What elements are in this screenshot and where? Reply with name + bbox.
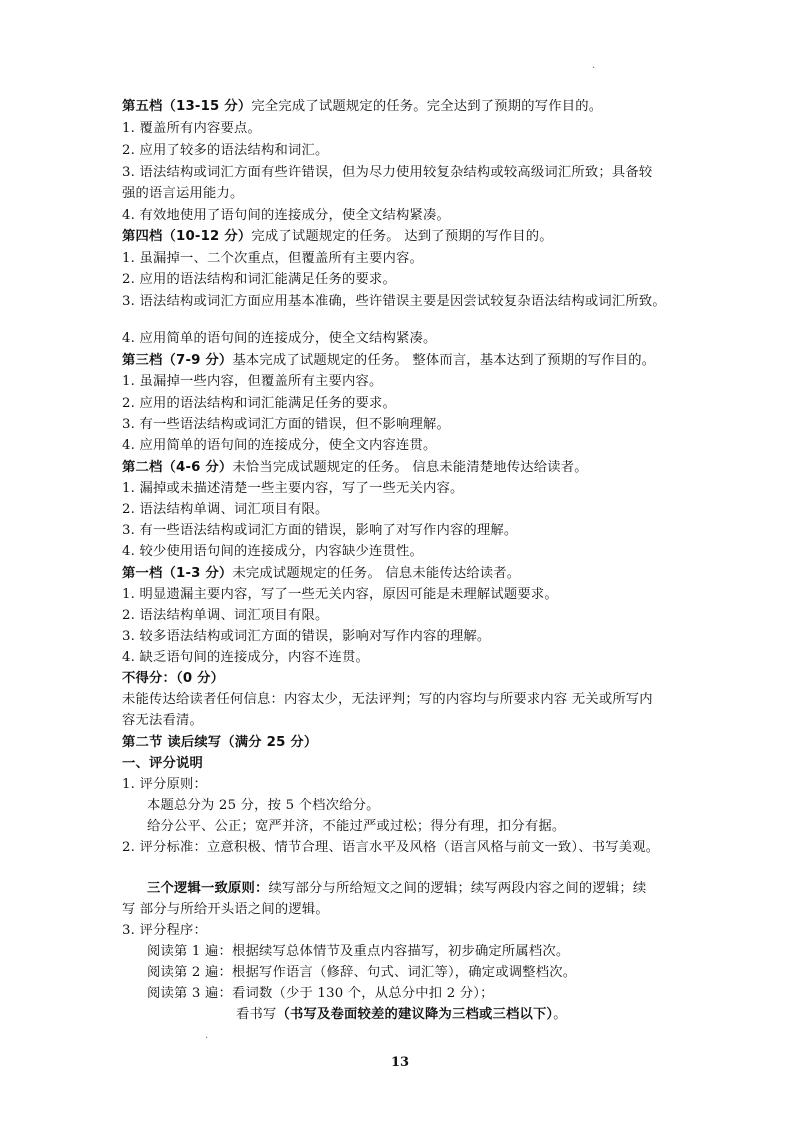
principle-total-score: 本题总分为 25 分，按 5 个档次给分。: [147, 798, 380, 813]
zero-score-text: 未能传达给读者任何信息：内容太少，无法评判；写的内容均与所要求内容 无关或所写内: [122, 692, 653, 707]
grade-4-item-1: 1. 虽漏掉一、二个次重点，但覆盖所有主要内容。: [122, 251, 423, 266]
grade-4-item-4: 4. 应用简单的语句间的连接成分，使全文结构紧凑。: [122, 331, 437, 346]
grade-2-item-3: 3. 有一些语法结构或词汇方面的错误，影响了对写作内容的理解。: [122, 523, 518, 538]
three-logic-principle-cont: 写 部分与所给开头语之间的逻辑。: [122, 902, 329, 917]
grade-2-item-2: 2. 语法结构单调、词汇项目有限。: [122, 502, 329, 517]
grade-4-item-2: 2. 应用的语法结构和词汇能满足任务的要求。: [122, 272, 396, 287]
grade-1-item-1: 1. 明显遗漏主要内容，写了一些无关内容，原因可能是未理解试题要求。: [122, 587, 558, 602]
grade-5-heading: 第五档（13-15 分）完全完成了试题规定的任务。完全达到了预期的写作目的。: [122, 99, 603, 114]
grade-1-heading: 第一档（1-3 分）未完成试题规定的任务。 信息未能传达给读者。: [122, 566, 521, 581]
grade-4-item-3: 3. 语法结构或词汇方面应用基本准确，些许错误主要是因尝试较复杂语法结构或词汇所致。: [122, 294, 666, 309]
grade-5-item-4: 4. 有效地使用了语句间的连接成分，使全文结构紧凑。: [122, 208, 450, 223]
principle-fairness: 给分公平、公正；宽严并济，不能过严或过松；得分有理，扣分有据。: [147, 819, 566, 834]
reading-pass-3: 阅读第 3 遍：看词数（少于 130 个，从总分中扣 2 分）；: [147, 986, 494, 1001]
grade-4-heading: 第四档（10-12 分）完成了试题规定的任务。 达到了预期的写作目的。: [122, 229, 553, 244]
grade-5-item-3-cont: 强的语言运用能力。: [122, 186, 244, 201]
zero-score-heading: 不得分：（0 分）: [122, 671, 225, 686]
page-number: 13: [390, 1055, 410, 1070]
grade-1-item-2: 2. 语法结构单调、词汇项目有限。: [122, 608, 329, 623]
grade-3-item-4: 4. 应用简单的语句间的连接成分，使全文内容连贯。: [122, 438, 437, 453]
reading-pass-1: 阅读第 1 遍：根据续写总体情节及重点内容描写，初步确定所属档次。: [147, 944, 570, 959]
section-2-title: 第二节 读后续写（满分 25 分）: [122, 735, 318, 750]
grade-3-heading: 第三档（7-9 分）基本完成了试题规定的任务。 整体而言，基本达到了预期的写作目的。: [122, 353, 656, 368]
scoring-criteria: 2. 评分标准：立意积极、情节合理、语言水平及风格（语言风格与前文一致）、书写美观。: [122, 840, 660, 855]
scoring-procedure: 3. 评分程序：: [122, 923, 207, 938]
bottom-mark: .: [205, 1030, 209, 1041]
grade-2-item-1: 1. 漏掉或未描述清楚一些主要内容，写了一些无关内容。: [122, 481, 464, 496]
grade-2-heading: 第二档（4-6 分）未恰当完成试题规定的任务。 信息未能清楚地传达给读者。: [122, 460, 588, 475]
grade-1-item-4: 4. 缺乏语句间的连接成分，内容不连贯。: [122, 650, 369, 665]
handwriting-check: 看书写（书写及卷面较差的建议降为三档或三档以下）。: [236, 1007, 567, 1022]
scoring-principles: 1. 评分原则：: [122, 777, 207, 792]
three-logic-principle: 三个逻辑一致原则：续写部分与所给短文之间的逻辑；续写两段内容之间的逻辑；续: [147, 881, 647, 896]
scoring-notes-heading: 一、评分说明: [122, 756, 203, 771]
grade-3-item-1: 1. 虽漏掉一些内容，但覆盖所有主要内容。: [122, 374, 383, 389]
grade-2-item-4: 4. 较少使用语句间的连接成分，内容缺少连贯性。: [122, 544, 423, 559]
grade-3-item-3: 3. 有一些语法结构或词汇方面的错误，但不影响理解。: [122, 417, 450, 432]
grade-1-item-3: 3. 较多语法结构或词汇方面的错误，影响对写作内容的理解。: [122, 629, 491, 644]
grade-3-item-2: 2. 应用的语法结构和词汇能满足任务的要求。: [122, 396, 396, 411]
grade-5-item-1: 1. 覆盖所有内容要点。: [122, 121, 261, 136]
grade-5-item-3: 3. 语法结构或词汇方面有些许错误，但为尽力使用较复杂结构或较高级词汇所致；具备较: [122, 165, 653, 180]
top-mark: .: [592, 60, 596, 71]
reading-pass-2: 阅读第 2 遍：根据写作语言（修辞、句式、词汇等），确定或调整档次。: [147, 965, 577, 980]
grade-5-item-2: 2. 应用了较多的语法结构和词汇。: [122, 143, 329, 158]
zero-score-text-cont: 容无法看清。: [122, 713, 203, 728]
